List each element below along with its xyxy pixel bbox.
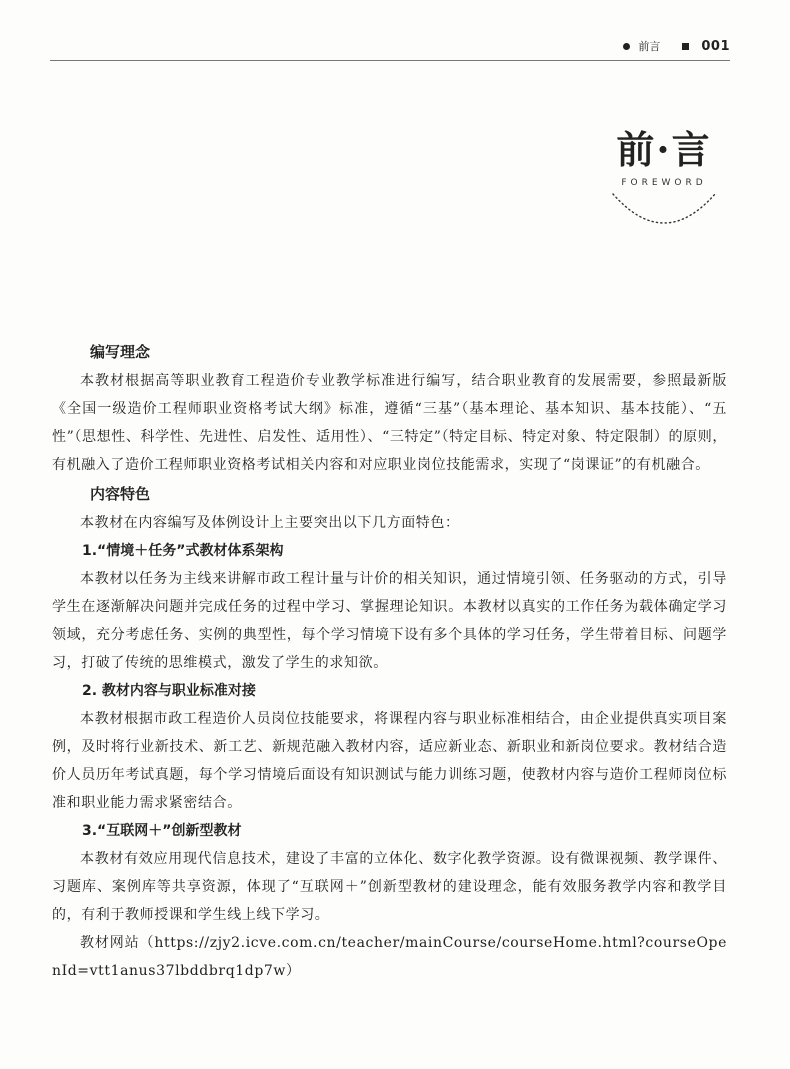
header-right xyxy=(623,38,730,54)
main-content xyxy=(52,337,727,985)
dotted-arc-decoration xyxy=(609,190,719,226)
feature-heading-3: 3.“互联网＋”创新型教材 xyxy=(82,823,242,839)
page-subtitle: FOREWORD xyxy=(621,178,707,188)
feature-heading-2: 2. 教材内容与职业标准对接 xyxy=(82,683,256,699)
bullet-icon xyxy=(623,43,630,50)
feature-text-1: 本教材以任务为主线来讲解市政工程计量与计价的相关知识，通过情境引领、任务驱动的方式，引导学生在逐渐解决问题并完成任务的过程中学习、掌握理论知识。本教材以真实的工作任务为载体确定学习领域，充分考虑任务、实例的典型性，每个学习情境下设有多个具体的学习任务，学生带着目标、问题学习，打破了传统的思维模式，激发了学生的求知欲。 xyxy=(52,571,727,671)
paragraph-features-intro: 本教材在内容编写及体例设计上主要突出以下几方面特色： xyxy=(80,515,460,531)
page-number: 001 xyxy=(701,38,730,54)
title-block xyxy=(604,128,724,226)
feature-text-3: 本教材有效应用现代信息技术，建设了丰富的立体化、数字化教学资源。设有微课视频、教学课件、习题库、案例库等共享资源，体现了“互联网＋”创新型教材的建设理念，能有效服务教学内容和教学目的，有利于教师授课和学生线上线下学习。 xyxy=(52,851,727,923)
square-icon xyxy=(682,43,689,50)
paragraph-writing: 本教材根据高等职业教育工程造价专业教学标准进行编写，结合职业教育的发展需要，参照最新版《全国一级造价工程师职业资格考试大纲》标准，遵循“三基”（基本理论、基本知识、基本技能）、“五性”（思想性、科学性、先进性、启发性、适用性）、“三特定”（特定目标、特定对象、特定限制）的原则，有机融入了造价工程师职业资格考试相关内容和对应职业岗位技能需求，实现了“岗课证”的有机融合。 xyxy=(52,373,727,473)
section-heading-features: 内容特色 xyxy=(90,485,151,503)
section-heading-writing: 编写理念 xyxy=(90,343,151,361)
header-section: 前言 xyxy=(638,40,661,53)
feature-heading-1: 1.“情境＋任务”式教材体系架构 xyxy=(82,543,284,559)
page-title: 前·言 xyxy=(616,127,712,172)
feature-text-2: 本教材根据市政工程造价人员岗位技能要求，将课程内容与职业标准相结合，由企业提供真实项目案例，及时将行业新技术、新工艺、新规范融入教材内容，适应新业态、新职业和新岗位要求。教材结合造价人员历年考试真题，每个学习情境后面设有知识测试与能力训练习题，使教材内容与造价工程师岗位标准和职业能力需求紧密结合。 xyxy=(52,711,727,811)
page-header xyxy=(50,38,730,61)
website-paragraph: 教材网站（https://zjy2.icve.com.cn/teacher/mainCourse/courseHome.html?courseOpenId=vtt1anus37lbddbrq1dp7w） xyxy=(52,935,727,979)
